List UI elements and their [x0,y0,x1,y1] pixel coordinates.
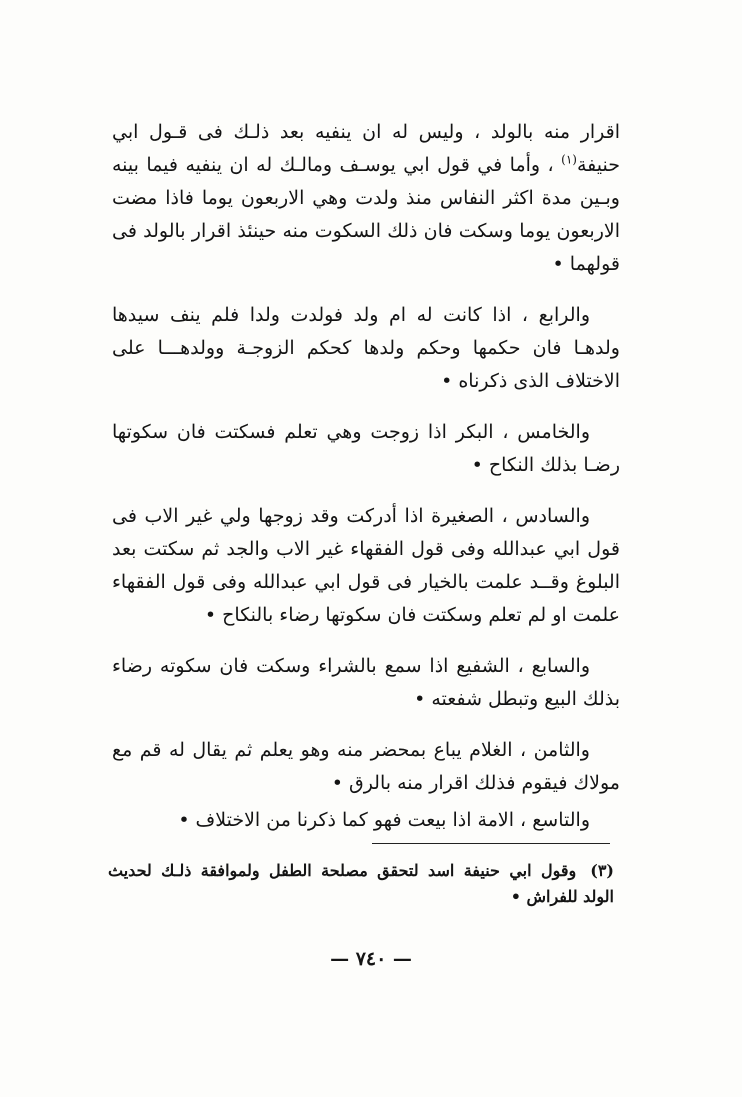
paragraph-5: والسابع ، الشفيع اذا سمع بالشراء وسكت فان سكوته رضاء بذلك البيع وتبطل شفعته • [112,655,620,710]
page-number: — ٧٤٠ — [330,948,412,970]
paragraph-7: والتاسع ، الامة اذا بيعت فهو كما ذكرنا من الاختلاف • [178,809,590,831]
paragraph-1 [112,116,620,281]
footnote-divider [372,843,610,844]
footnote-text: وقول ابي حنيفة اسد لتحقق مصلحة الطفل ولموافقة ذلـك لحديث الولد للفراش • [108,861,614,906]
paragraph-6: والثامن ، الغلام يباع بمحضر منه وهو يعلم ثم يقال له قم مع مولاك فيقوم فذلك اقرار منه بالرق • [112,739,620,794]
paragraph-3: والخامس ، البكر اذا زوجت وهي تعلم فسكتت فان سكوتها رضـا بذلك النكاح • [112,421,620,476]
paragraph-4: والسادس ، الصغيرة اذا أدركت وقد زوجها ولي غير الاب فى قول ابي عبدالله وفى قول الفقهاء غير الاب والجد ثم سكتت بعد البلوغ وقــد علمت بالخيار فى قول ابي عبدالله وفى قول الفقهاء علمت او لم تعلم وسكتت فان سكوتها رضاء بالنكاح • [112,505,620,626]
footnote-number: (٣) [590,861,614,880]
paragraph-1-text-start: اقرار منه بالولد ، وليس له ان ينفيه بعد ذلـك فى قـول ابي حنيفة [112,121,620,176]
footnote [108,858,614,910]
paragraph-2: والرابع ، اذا كانت له ام ولد فولدت ولدا فلم ينف سيدها ولدهـا فان حكمها وحكم ولدها كحكم الزوجـة وولدهـــا على الاختلاف الذى ذكرناه • [112,304,620,392]
paragraph-1-text-end: ، وأما في قول ابي يوسـف ومالـك له ان ينفيه فيما بينه وبـين مدة اكثر النفاس منذ ولدت وهي الاربعون يوما فاذا مضت الاربعون يوما وسكت فان ذلك السكوت منه حينئذ اقرار بالولد فى قولهما • [112,154,620,275]
body-text [112,116,620,837]
footnote-reference: (١) [561,152,577,167]
